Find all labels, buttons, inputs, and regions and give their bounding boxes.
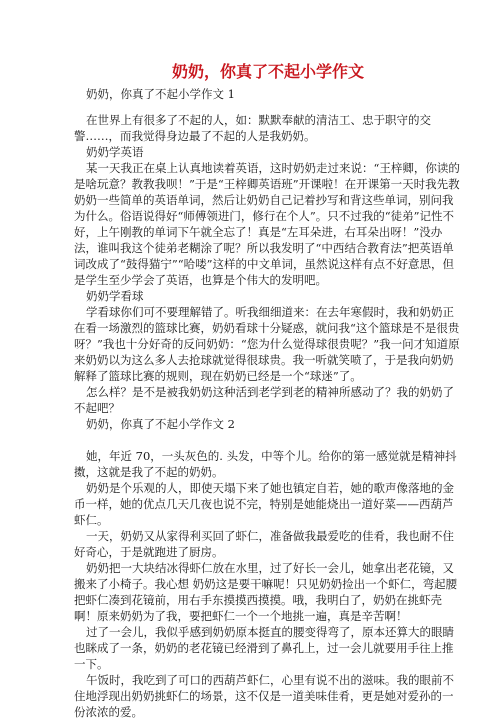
paragraph-intro: 在世界上有很多了不起的人，如：默默奉献的清洁工、忠于职守的交警……，而我觉得身边最了不起的人是我奶奶。: [74, 113, 431, 143]
essay-subtitle-2: 奶奶，你真了不起小学作文 2: [86, 417, 235, 431]
spacer: [74, 102, 462, 112]
paragraph-grandma-appearance: 她，年近 70，一头灰色的. 头发，中等个儿。给你的第一感觉就是精神抖擞，这就是我了不起的奶奶。: [74, 449, 457, 479]
paragraph-grandma-optimistic: 奶奶是个乐观的人，即使天塌下来了她也镇定自若，她的歌声像落地的金币一样，她的优点几天几夜也说不完，特别是她能烧出一道好菜——西葫芦虾仁。: [74, 481, 454, 527]
paragraph-tired: 过了一会儿，我似乎感到奶奶原本挺直的腰变得弯了，原本还算大的眼睛也眯成了一条，奶奶的老花镜已经滑到了鼻孔上，过一会儿就要用手往上推一下。: [74, 625, 454, 671]
spacer: [74, 432, 462, 448]
paragraph-conclusion-1: 怎么样？是不是被我奶奶这种活到老学到老的精神所感动了？我的奶奶了不起吧？: [74, 385, 454, 415]
paragraph-pick-shells: 奶奶把一大块结冰得虾仁放在水里，过了好长一会儿，她拿出老花镜，又搬来了小椅子。我心想 奶奶这是要干嘛呢！只见奶奶捡出一个虾仁，弯起腰把虾仁凑到花镜前，用右手东摸摸西摸摸。哦，我明白了，奶奶在挑虾壳啊！原来奶奶为了我，要把虾仁一个一个地挑一遍，真是辛苦啊！: [74, 561, 458, 623]
paragraph-basketball: 学看球你们可不要理解错了。听我细细道来：在去年寒假时，我和奶奶正在看一场激烈的篮球比赛，奶奶看球十分疑惑，就问我“这个篮球是不是很贵呀？”我也十分好奇的反问奶奶：“您为什么觉得球很贵呢？”我一问才知道原来奶奶以为这么多人去抢球就觉得很球贵。我一听就笑喷了，于是我向奶奶解释了篮球比赛的规则，现在奶奶已经是一个“球迷”了。: [74, 305, 460, 383]
section-heading-basketball: 奶奶学看球: [86, 289, 144, 303]
paragraph-lunch: 午饭时，我吃到了可口的西葫芦虾仁，心里有说不出的滋味。我的眼前不住地浮现出奶奶挑虾仁的场景，这不仅是一道美味佳肴，更是她对爱孙的一份浓浓的爱。: [74, 673, 454, 719]
section-heading-english: 奶奶学英语: [86, 145, 144, 159]
document-title: 奶奶，你真了不起小学作文: [171, 62, 364, 81]
essay-subtitle-1: 奶奶，你真了不起小学作文 1: [86, 87, 235, 101]
paragraph-buy-shrimp: 一天，奶奶又从家得利买回了虾仁，准备做我最爱吃的佳肴，我也耐不住好奇心，于是就跑进了厨房。: [74, 529, 454, 559]
paragraph-english: 某一天我正在桌上认真地读着英语，这时奶奶走过来说：“王梓卿，你读的是啥玩意？教教我呗！”于是“王梓卿英语班”开课啦！在开课第一天时我先教奶奶一些简单的英语单词，然后让奶奶自己记着抄写和背这些单词，别问我为什么。俗语说得好“师傅领进门，修行在个人”。只不过我的“徒弟”记性不好，上午刚教的单词下午就全忘了！真是“左耳朵进，右耳朵出呀！”没办法，谁叫我这个徒弟老糊涂了呢？所以我发明了“中西结合教育法”把英语单词改成了“鼓得猫宁”“哈喽”这样的中文单词，虽然说这样有点不好意思，但是学生至少学会了英语，也算是个伟大的发明吧。: [74, 161, 460, 287]
